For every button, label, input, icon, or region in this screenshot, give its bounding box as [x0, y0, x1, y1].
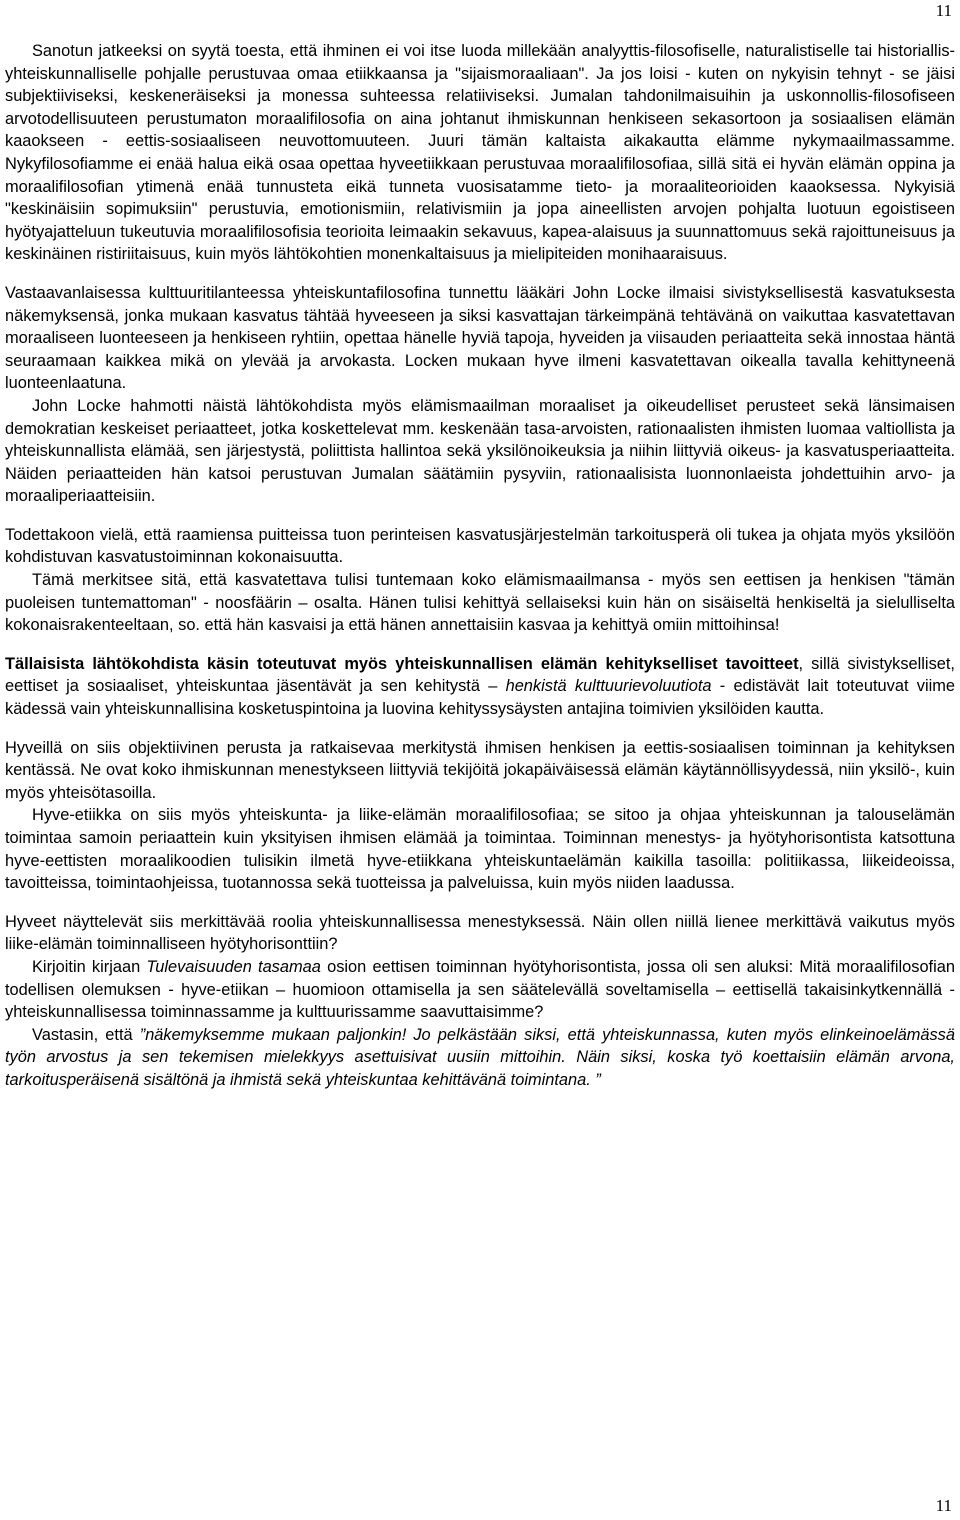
paragraph-gap: [5, 266, 955, 282]
paragraph-p1: [5, 40, 955, 266]
text-segment: Vastasin, että: [32, 1025, 140, 1044]
paragraph-p4: [5, 524, 955, 569]
text-segment: Vastaavanlaisessa kulttuuritilanteessa yhteiskuntafilosofina tunnettu lääkäri John Locke ilmaisi sivistyksellisestä kasvatuksesta näkemyksensä, jonka mukaan kasvatus tähtää hyveeseen ja siksi kasvattajan tärkeimpänä tehtävänä on vaikuttaa kasvatettavan moraaliseen luonteeseen ja henkiseen ryhtiin, opettaa hänelle hyviä tapoja, hyveiden ja viisauden periaatteita sekä innostaa häntä seuraamaan kaikkea mikä on ylevää ja arvokasta. Locken mukaan hyve ilmeni kasvatettavan oikealla tavalla kehittyneenä luonteenlaatuna.: [5, 283, 955, 393]
text-segment: Todettakoon vielä, että raamiensa puitteissa tuon perinteisen kasvatusjärjestelmän tarkoitusperä oli tukea ja ohjata myös yksilöön kohdistuvan kasvatustoiminnan kokonaisuutta.: [5, 525, 955, 567]
page-number-top: 11: [935, 1, 952, 20]
paragraph-p11: [5, 1024, 955, 1092]
paragraph-p2: [5, 282, 955, 395]
text-segment: Hyveillä on siis objektiivinen perusta ja ratkaisevaa merkitystä ihmisen henkisen ja eettis-sosiaalisen toiminnan ja kehityksen kentässä. Ne ovat koko ihmiskunnan menestykseen liittyviä tekijöitä jokapäiväisessä elämän käytännöllisyydessä, niin yksilö-, kuin myös yhteisötasoilla.: [5, 738, 955, 802]
text-segment: ”näkemyksemme mukaan paljonkin! Jo pelkästään siksi, että yhteiskunnassa, kuten myös elinkeinoelämässä työn arvostus ja sen tekemisen mielekkyys asettuisivat uusiin mittoihin. Näin siksi, koska työ koettaisiin elämän arvona, tarkoitusperäisenä sisältönä ja ihmistä sekä yhteiskuntaa kehittävänä toimintana. ”: [5, 1025, 955, 1089]
text-segment: John Locke hahmotti näistä lähtökohdista myös elämismaailman moraaliset ja oikeudelliset perusteet sekä länsimaisen demokratian keskeiset periaatteet, jotka koskettelevat mm. keskenään tasa-arvoisten, rationaalisten ihmisten luomaa valtiollista ja yhteiskunnallista elämää, sen järjestystä, poliittista hallintoa sekä yksilönoikeuksia ja niihin liittyviä oikeus- ja kasvatusperiaatteita. Näiden periaatteiden hän katsoi perustuvan Jumalan säätämiin pysyviin, rationaalisista luonnonlaeista johdettuihin arvo- ja moraaliperiaatteisiin.: [5, 396, 955, 506]
text-segment: Kirjoitin kirjaan: [32, 957, 147, 976]
document-body: [5, 40, 955, 1092]
text-segment: , sillä sivistykselliset, eettiset ja sosiaaliset, yhteiskuntaa jäsentävät ja sen kehitystä –: [5, 654, 955, 696]
text-segment: Sanotun jatkeeksi on syytä toesta, että ihminen ei voi itse luoda millekään analyyttis-filosofiselle, naturalistiselle tai historiallis-yhteiskunnalliselle pohjalle perustuvaa omaa etiikkaansa ja "sijaismoraaliaan". Ja jos loisi - kuten on nykyisin tehnyt - se jäisi subjektiiviseksi, keskeneräiseksi ja monessa suhteessa relatiiviseksi. Jumalan tahdonilmaisuihin ja uskonnollis-filosofiseen arvotodellisuuteen perustumaton moraalifilosofia on aina johtanut ihmiskunnan henkiseen sekasortoon ja sosiaalisen elämän kaaokseen - eettis-sosiaaliseen neuvottomuuteen. Juuri tämän kaltaista aikakautta elämme nykymaailmassamme. Nykyfilosofiamme ei enää halua eikä osaa opettaa hyveetiikkaan perustuvaa moraalifilosofiaa, sillä sitä ei hyvän elämän oppina ja moraalifilosofian ytimenä enää tunnusteta eikä tunneta vuosisatamme tieto- ja moraaliteorioiden kaaoksessa. Nykyisiä "keskinäisiin sopimuksiin" perustuvia, emotionismiin, relativismiin ja jopa aineellisten arvojen pohjalta luotuun egoistiseen hyötyajatteluun tukeutuvia moraalifilosofisia teorioita leimaakin sekavuus, kapea-alaisuus ja suunnattomuus sekä rajoittuneisuus ja keskinäinen ristiriitaisuus, kuin myös lähtökohtien monenkaltaisuus ja mielipiteiden monihaaraisuus.: [5, 42, 955, 264]
paragraph-p5: [5, 569, 955, 637]
paragraph-gap: [5, 508, 955, 524]
paragraph-p7: [5, 737, 955, 805]
text-segment: - edistävät lait toteutuvat viime kädessä vain yhteiskunnallisina kosketuspintoina ja luovina kehityssysäysten antajina toimivien yksilöiden kautta.: [5, 677, 955, 719]
text-segment: osion eettisen toiminnan hyötyhorisontista, jossa oli sen aluksi: Mitä moraalifilosofian todellisen olemuksen - hyve-etiikan – huomioon ottamisella ja sen säätelevällä soveltamisella – eettisellä takaisinkytkennällä - yhteiskunnallisessa toiminnassamme ja kulttuurissamme saavuttaisimme?: [5, 957, 955, 1022]
paragraph-p6: [5, 653, 955, 721]
text-segment: Tämä merkitsee sitä, että kasvatettava tulisi tuntemaan koko elämismaailmansa - myös sen eettisen ja henkisen "tämän puoleisen tuntemattoman" - noosfäärin – osalta. Hänen tulisi kehittyä sellaiseksi kuin hän on sisäiseltä henkiseltä ja sielulliselta kokonaisrakenteeltaan, so. että hän kasvaisi ja että hänen annettaisiin kasvaa ja kehittyä omiin mittoihinsa!: [5, 571, 955, 635]
paragraph-p10: [5, 956, 955, 1024]
text-segment: henkistä kulttuurievoluutiota: [505, 677, 712, 696]
paragraph-gap: [5, 721, 955, 737]
text-segment: Hyveet näyttelevät siis merkittävää roolia yhteiskunnallisessa menestyksessä. Näin ollen niillä lienee merkittävä vaikutus myös liike-elämän toiminnalliseen hyötyhorisonttiin?: [5, 912, 955, 954]
text-segment: Hyve-etiikka on siis myös yhteiskunta- ja liike-elämän moraalifilosofiaa; se sitoo ja ohjaa yhteiskunnan ja talouselämän toimintaa samoin periaattein kuin yksityisen ihmisen elämää ja toimintaa. Toiminnan menestys- ja hyötyhorisontista katsottuna hyve-eettisten moraalikoodien tulisikin ilmetä hyve-etiikkana yhteiskuntaelämän kaikilla tasoilla: politiikassa, liikeideoissa, tavoitteissa, toimintaohjeissa, tuotannossa sekä tuotteissa ja palveluissa, kuin myös niiden laadussa.: [5, 806, 955, 893]
text-segment: Tällaisista lähtökohdista käsin toteutuvat myös yhteiskunnallisen elämän kehitykselliset tavoitteet: [5, 654, 799, 673]
page-number-bottom: 11: [935, 1496, 952, 1515]
paragraph-p3: [5, 395, 955, 508]
paragraph-p8: [5, 804, 955, 894]
paragraph-gap: [5, 637, 955, 653]
paragraph-p9: [5, 911, 955, 956]
text-segment: Tulevaisuuden tasamaa: [146, 957, 321, 976]
paragraph-gap: [5, 895, 955, 911]
